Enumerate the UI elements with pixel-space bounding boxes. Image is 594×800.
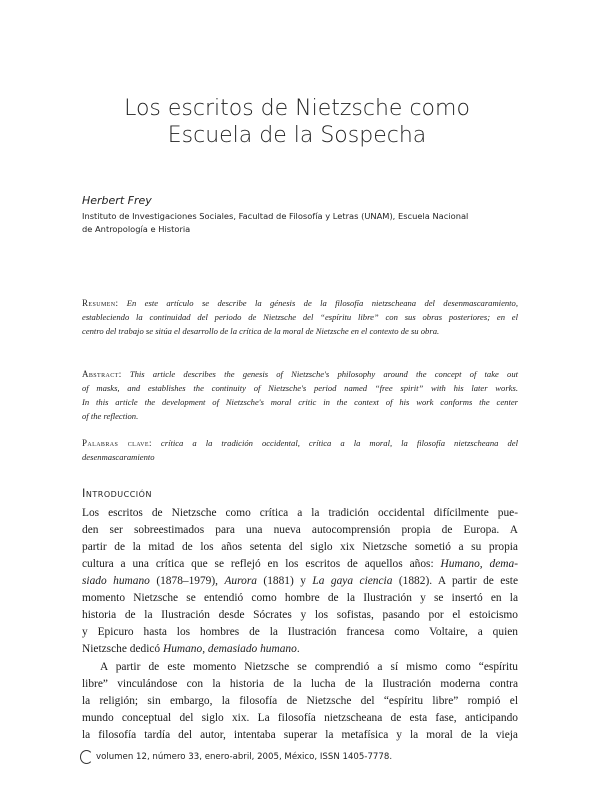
title-line-1: Los escritos de Nietzsche como — [124, 96, 470, 121]
article-title — [0, 95, 594, 149]
author-affiliation — [82, 210, 522, 236]
abstract-label: Abstract: — [82, 369, 122, 379]
title-line-2: Escuela de la Sospecha — [167, 123, 427, 148]
body-line: momento Nietzsche se entendió como hombre de la Ilustración y se insertó en la — [82, 592, 518, 604]
resumen-line: centro del trabajo se sitúa el desarrollo de la crítica de la moral de Nietzsche en el contexto de su obra. — [82, 326, 440, 336]
body-line: Los escritos de Nietzsche como crítica a la tradición occidental difícilmente pue- — [82, 507, 518, 519]
paragraph-2 — [82, 659, 518, 744]
body-line: historia de la Ilustración desde Sócrates y los sofistas, pasando por el estoicismo — [82, 609, 518, 621]
resumen-label: Resumen: — [82, 298, 119, 308]
abstract-line: of masks, and establishes the continuity of Nietzsche's period named “free spirit” with his later works. — [82, 383, 518, 393]
abstract-line: In this article the development of Nietzsche's moral critic in the context of his work conforms the center — [82, 397, 518, 407]
body-line: Nietzsche dedicó Humano, demasiado humano. — [82, 643, 300, 655]
author-name: Herbert Frey — [82, 194, 152, 207]
abstract-block — [82, 367, 518, 423]
body-line: la religión; sin embargo, la filosofía de Nietzsche del “espíritu libre” rompió el — [82, 695, 518, 707]
body-line: la filosofía tardía del autor, intentaba superar la metafísica y la moral de la vieja — [82, 729, 518, 741]
resumen-line: estableciendo la continuidad del periodo de Nietzsche del “espíritu libre” con sus obras posteriores; en el — [82, 312, 518, 322]
keywords-line: desenmascaramiento — [82, 452, 155, 462]
journal-citation: volumen 12, número 33, enero-abril, 2005, México, ISSN 1405-7778. — [96, 752, 393, 762]
body-line: A partir de este momento Nietzsche se comprendió a sí mismo como “espíritu — [100, 661, 518, 673]
abstract-line: This article describes the genesis of Nietzsche's philosophy around the concept of take out — [129, 369, 519, 379]
body-line: libre” vinculándose con la historia de la lucha de la Ilustración moderna contra — [82, 678, 518, 690]
page-footer — [80, 750, 520, 764]
keywords-block — [82, 436, 518, 464]
journal-logo — [80, 750, 94, 764]
paragraph-1 — [82, 505, 518, 658]
abstract-line: of the reflection. — [82, 411, 139, 421]
body-line: mundo conceptual del siglo xix. La filosofía nietzscheana de esta fase, anticipando — [82, 712, 518, 724]
body-line: y Epicuro hasta los hombres de la Ilustración francesa como Voltaire, a quien — [82, 626, 518, 638]
journal-logo-icon — [80, 750, 93, 764]
affiliation-line-2: de Antropología e Historia — [82, 224, 191, 234]
keywords-line: crítica a la tradición occidental, crítica a la moral, la filosofía nietzscheana del — [160, 438, 518, 448]
resumen-line: En este artículo se describe la génesis de la filosofía nietzscheana del desenmascaramiento, — [126, 298, 519, 308]
section-title: Introducción — [82, 486, 152, 500]
body-line: den ser sobreestimados para una nueva autocomprensión propia de Europa. A — [82, 524, 518, 536]
affiliation-line-1: Instituto de Investigaciones Sociales, Facultad de Filosofía y Letras (UNAM), Escuela Nacional — [82, 211, 469, 221]
body-line: cultura a una crítica que se reflejó en los escritos de aquellos años: Humano, dema- — [82, 558, 518, 570]
body-line: partir de la mitad de los años setenta del siglo xix Nietzsche sometió a su propia — [82, 541, 518, 553]
body-line: siado humano (1878–1979), Aurora (1881) y La gaya ciencia (1882). A partir de este — [82, 575, 519, 587]
resumen-block — [82, 296, 518, 338]
keywords-label: Palabras clave: — [82, 438, 152, 448]
